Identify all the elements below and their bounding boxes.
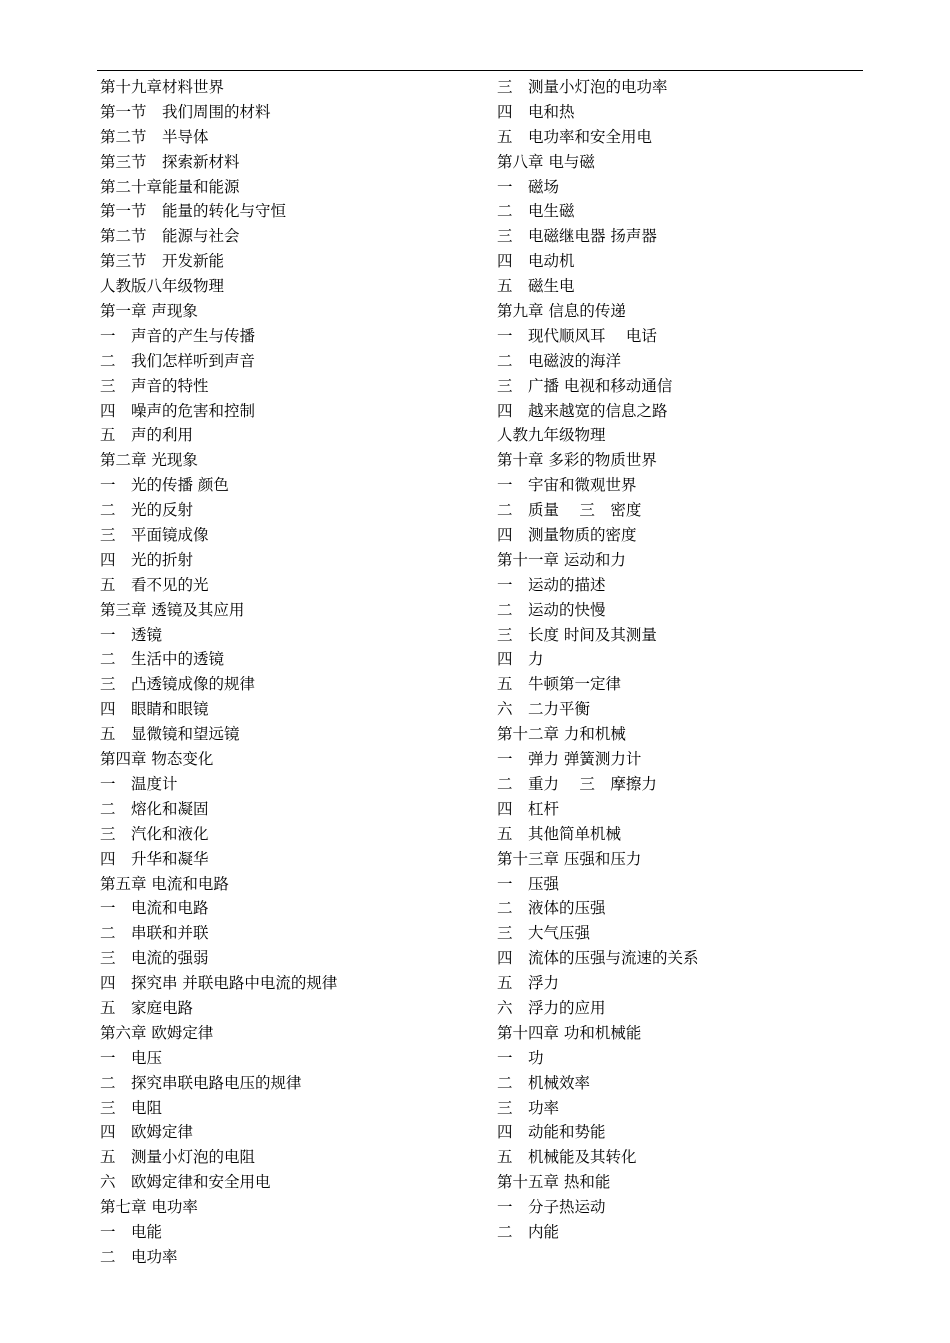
toc-line: 第十二章 力和机械	[497, 725, 626, 744]
toc-line: 一 磁场	[497, 177, 560, 196]
toc-line: 四 流体的压强与流速的关系	[497, 949, 699, 968]
toc-line: 一 电能	[100, 1222, 163, 1241]
toc-line: 四 力	[497, 650, 544, 669]
left-column	[100, 75, 480, 1270]
toc-line: 二 运动的快慢	[497, 600, 606, 619]
toc-line: 二 电功率	[100, 1247, 178, 1266]
toc-line: 五 浮力	[497, 974, 560, 993]
toc-line: 五 电功率和安全用电	[497, 127, 653, 146]
toc-line: 四 光的折射	[100, 550, 194, 569]
toc-line: 六 欧姆定律和安全用电	[100, 1173, 271, 1192]
toc-line: 四 电和热	[497, 102, 575, 121]
toc-line: 一 运动的描述	[497, 575, 606, 594]
toc-line: 二 质量 三 密度	[497, 501, 642, 520]
toc-line: 五 测量小灯泡的电阻	[100, 1148, 256, 1167]
toc-line: 四 越来越宽的信息之路	[497, 401, 668, 420]
toc-line: 第六章 欧姆定律	[100, 1023, 214, 1042]
toc-line: 五 磁生电	[497, 277, 575, 296]
toc-line: 二 重力 三 摩擦力	[497, 774, 657, 793]
toc-line: 一 功	[497, 1048, 544, 1067]
toc-line: 第三章 透镜及其应用	[100, 600, 245, 619]
toc-line: 二 内能	[497, 1222, 560, 1241]
toc-line: 第八章 电与磁	[497, 152, 595, 171]
toc-line: 一 声音的产生与传播	[100, 326, 256, 345]
toc-line: 第二十章能量和能源	[100, 177, 240, 196]
toc-line: 二 熔化和凝固	[100, 799, 209, 818]
toc-line: 一 温度计	[100, 774, 178, 793]
toc-line: 一 电流和电路	[100, 899, 209, 918]
toc-line: 三 大气压强	[497, 924, 591, 943]
toc-line: 六 浮力的应用	[497, 998, 606, 1017]
toc-line: 第十章 多彩的物质世界	[497, 451, 657, 470]
toc-line: 第四章 物态变化	[100, 750, 214, 769]
toc-line: 一 分子热运动	[497, 1198, 606, 1217]
toc-line: 人教九年级物理	[497, 426, 606, 445]
toc-line: 三 平面镜成像	[100, 526, 209, 545]
toc-line: 第九章 信息的传递	[497, 302, 626, 321]
toc-line: 人教版八年级物理	[100, 277, 225, 296]
toc-line: 二 串联和并联	[100, 924, 209, 943]
toc-line: 三 测量小灯泡的电功率	[497, 78, 668, 96]
toc-line: 三 电磁继电器 扬声器	[497, 227, 657, 246]
toc-line: 五 显微镜和望远镜	[100, 725, 240, 744]
toc-line: 第五章 电流和电路	[100, 874, 229, 893]
toc-line: 第十三章 压强和压力	[497, 849, 642, 868]
toc-line: 二 电生磁	[497, 202, 575, 221]
toc-line: 一 光的传播 颜色	[100, 476, 229, 495]
toc-line: 三 汽化和液化	[100, 824, 209, 843]
toc-line: 二 光的反射	[100, 501, 194, 520]
toc-line: 五 声的利用	[100, 426, 194, 445]
toc-line: 三 功率	[497, 1098, 560, 1117]
toc-line: 第一节 能量的转化与守恒	[100, 202, 287, 221]
toc-line: 三 电流的强弱	[100, 949, 209, 968]
toc-line: 五 其他简单机械	[497, 824, 622, 843]
toc-line: 一 现代顺风耳 电话	[497, 326, 657, 345]
toc-line: 四 杠杆	[497, 799, 560, 818]
toc-line: 四 升华和凝华	[100, 849, 209, 868]
toc-line: 四 噪声的危害和控制	[100, 401, 256, 420]
toc-line: 四 电动机	[497, 252, 575, 271]
toc-line: 一 透镜	[100, 625, 163, 644]
header-rule	[97, 70, 863, 71]
toc-line: 第七章 电功率	[100, 1198, 198, 1217]
toc-line: 三 电阻	[100, 1098, 163, 1117]
toc-line: 三 广播 电视和移动通信	[497, 376, 673, 395]
toc-line: 第十九章材料世界	[100, 78, 225, 96]
toc-line: 第二节 能源与社会	[100, 227, 240, 246]
right-column	[497, 75, 877, 1245]
toc-line: 五 牛顿第一定律	[497, 675, 622, 694]
toc-line: 二 机械效率	[497, 1073, 591, 1092]
toc-line: 六 二力平衡	[497, 700, 591, 719]
toc-line: 一 弹力 弹簧测力计	[497, 750, 642, 769]
toc-line: 二 生活中的透镜	[100, 650, 225, 669]
toc-line: 四 眼睛和眼镜	[100, 700, 209, 719]
toc-line: 四 探究串 并联电路中电流的规律	[100, 974, 338, 993]
toc-line: 二 我们怎样听到声音	[100, 351, 256, 370]
toc-line: 第一章 声现象	[100, 302, 198, 321]
toc-line: 第二章 光现象	[100, 451, 198, 470]
toc-line: 第一节 我们周围的材料	[100, 102, 271, 121]
toc-line: 五 看不见的光	[100, 575, 209, 594]
toc-line: 第十一章 运动和力	[497, 550, 626, 569]
toc-line: 一 宇宙和微观世界	[497, 476, 637, 495]
toc-line: 一 电压	[100, 1048, 163, 1067]
toc-line: 四 测量物质的密度	[497, 526, 637, 545]
toc-line: 第十四章 功和机械能	[497, 1023, 642, 1042]
toc-line: 五 家庭电路	[100, 998, 194, 1017]
toc-line: 第二节 半导体	[100, 127, 209, 146]
toc-line: 第三节 开发新能	[100, 252, 225, 271]
toc-line: 二 电磁波的海洋	[497, 351, 622, 370]
toc-line: 三 凸透镜成像的规律	[100, 675, 256, 694]
toc-line: 二 液体的压强	[497, 899, 606, 918]
toc-line: 三 长度 时间及其测量	[497, 625, 657, 644]
toc-line: 五 机械能及其转化	[497, 1148, 637, 1167]
toc-line: 二 探究串联电路电压的规律	[100, 1073, 302, 1092]
toc-line: 四 欧姆定律	[100, 1123, 194, 1142]
toc-line: 第十五章 热和能	[497, 1173, 611, 1192]
toc-line: 第三节 探索新材料	[100, 152, 240, 171]
toc-line: 四 动能和势能	[497, 1123, 606, 1142]
toc-line: 三 声音的特性	[100, 376, 209, 395]
toc-line: 一 压强	[497, 874, 560, 893]
